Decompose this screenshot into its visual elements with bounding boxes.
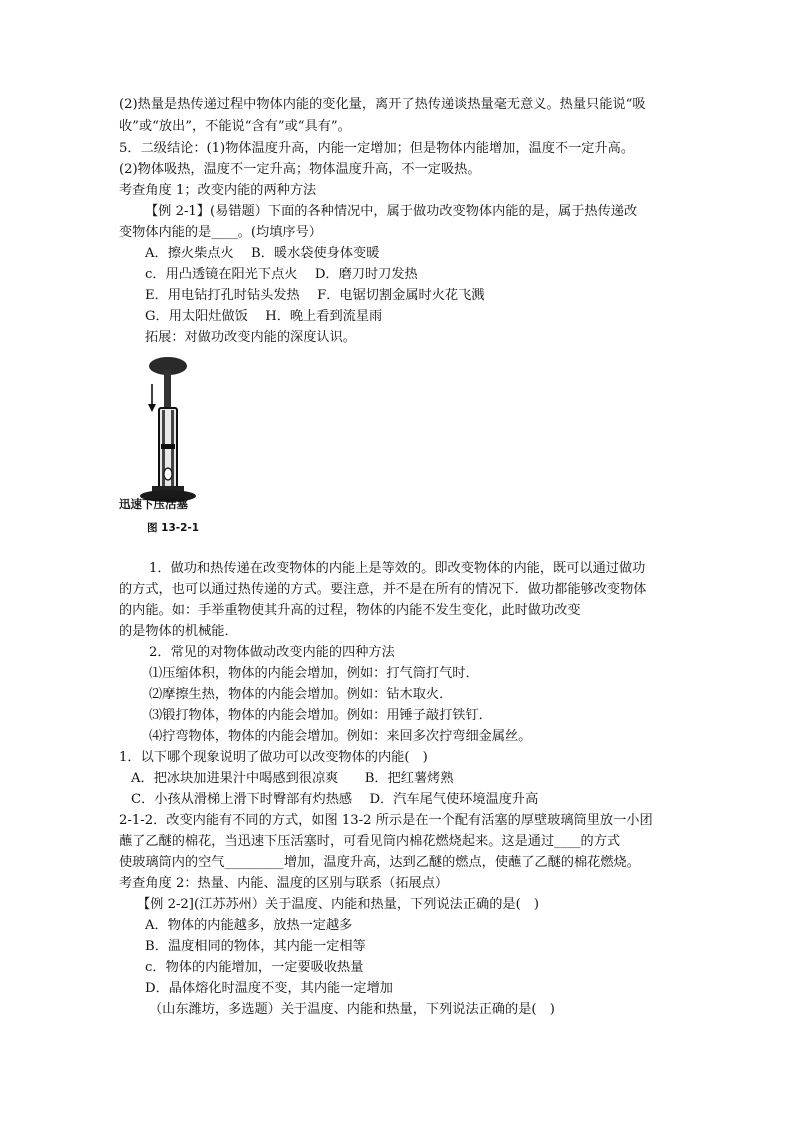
text-line: 收”或“放出”，不能说“含有”或“具有”。 bbox=[119, 119, 351, 134]
text-line: 的方式，也可以通过热传递的方式。要注意，并不是在所有的情况下．做功都能够改变物体 bbox=[119, 582, 647, 597]
text-line: 使玻璃筒内的空气_________增加，温度升高，达到乙醚的燃点，使蘸了乙醚的棉花燃烧。 bbox=[119, 855, 640, 870]
text-line: 1．做功和热传递在改变物体的内能上是等效的。即改变物体的内能，既可以通过做功 bbox=[149, 561, 646, 576]
text-line: 5．二级结论：(1)物体温度升高，内能一定增加；但是物体内能增加，温度不一定升高。 bbox=[119, 141, 635, 156]
text-line: 变物体内能的是____。(均填序号） bbox=[119, 225, 322, 240]
option-line: C．小孩从滑梯上滑下时臀部有灼热感 D．汽车尾气使环境温度升高 bbox=[131, 792, 539, 807]
text-line: 蘸了乙醚的棉花，当迅速下压活塞时，可看见筒内棉花燃烧起来。这是通过____的方式 bbox=[119, 834, 621, 849]
question: （山东潍坊，多选题）关于温度、内能和热量，下列说法正确的是( ) bbox=[149, 1002, 555, 1017]
list-item: ⑵摩擦生热，物体的内能会增加。例如：钻木取火． bbox=[149, 687, 453, 702]
option-line: A．擦火柴点火 B．暖水袋使身体变暖 bbox=[145, 246, 380, 261]
option-line: c．物体的内能增加，一定要吸收热量 bbox=[145, 960, 364, 975]
question: 1．以下哪个现象说明了做功可以改变物体的内能( ) bbox=[119, 750, 428, 765]
list-item: ⑷拧弯物体，物体的内能会增加。例如：来回多次拧弯细金属丝。 bbox=[149, 729, 532, 744]
option-line: c．用凸透镜在阳光下点火 D．磨刀时刀发热 bbox=[145, 267, 418, 282]
option-line: B．温度相同的物体，其内能一定相等 bbox=[145, 939, 366, 954]
text-line: 拓展：对做功改变内能的深度认识。 bbox=[145, 330, 356, 345]
option-line: A．物体的内能越多，放热一定越多 bbox=[145, 918, 353, 933]
text-line: 的内能。如：手举重物使其升高的过程，物体的内能不发生变化，此时做功改变 bbox=[119, 603, 581, 618]
section-heading: 考查角度 2：热量、内能、温度的区别与联系（拓展点） bbox=[119, 876, 449, 891]
figure-number: 图 13-2-1 bbox=[147, 522, 200, 534]
text-line: (2)热量是热传递过程中物体内能的变化量，离开了热传递谈热量毫无意义。热量只能说“吸 bbox=[119, 97, 646, 112]
list-item: ⑴压缩体积，物体的内能会增加，例如：打气筒打气时． bbox=[149, 666, 479, 681]
option-line: D．晶体熔化时温度不变，其内能一定增加 bbox=[145, 981, 393, 996]
example-question: 【例 2-2](江苏苏州）关于温度、内能和热量，下列说法正确的是( ) bbox=[137, 897, 540, 912]
question: 2-1-2．改变内能有不同的方式，如图 13-2 所示是在一个配有活塞的厚壁玻璃筒里放一小团 bbox=[119, 813, 653, 828]
section-heading: 考查角度 1；改变内能的两种方法 bbox=[119, 183, 317, 198]
example-question: 【例 2-1】(易错题）下面的各种情况中，属于做功改变物体内能的是，属于热传递改 bbox=[145, 204, 638, 219]
text-line: (2)物体吸热，温度不一定升高；物体温度升高，不一定吸热。 bbox=[119, 162, 481, 177]
option-line: A．把冰块加进果汁中喝感到很凉爽 B．把红薯烤熟 bbox=[131, 771, 454, 786]
text-line: 的是物体的机械能． bbox=[119, 624, 238, 639]
option-line: G．用太阳灶做饭 H．晚上看到流星雨 bbox=[145, 309, 383, 324]
list-item: ⑶锻打物体，物体的内能会增加。例如：用锤子敲打铁钉． bbox=[149, 708, 492, 723]
figure-caption: 迅速下压活塞 bbox=[119, 497, 188, 511]
option-line: E．用电钻打孔时钻头发热 F．电锯切割金属时火花飞溅 bbox=[145, 288, 485, 303]
text-line: 2．常见的对物体做动改变内能的四种方法 bbox=[149, 645, 395, 660]
